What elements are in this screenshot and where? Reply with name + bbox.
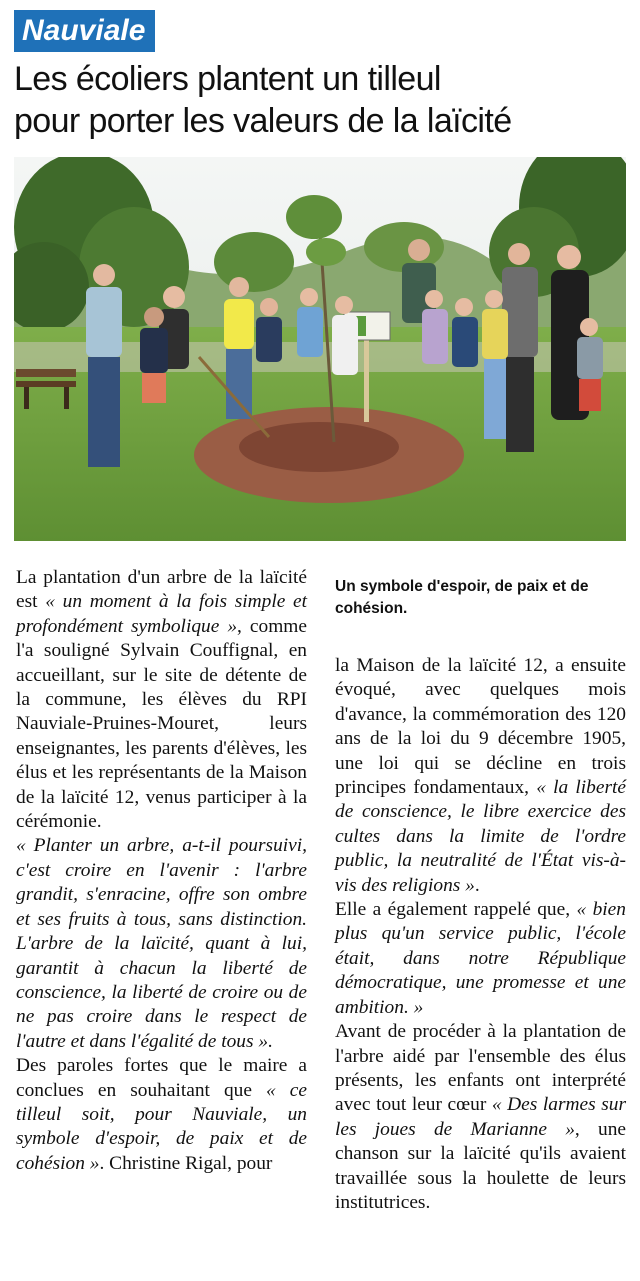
body-text: Elle a également rappelé que, bbox=[335, 899, 577, 921]
body-text: Des paroles fortes que le maire a conclues en souhaitant que bbox=[16, 1055, 307, 1101]
article-paragraph bbox=[16, 834, 307, 1054]
body-text: Avant de procéder à la plantation de l'arbre aidé par l'ensemble des élus présents, les enfants ont interprété avec tout leur cœur bbox=[335, 1021, 626, 1116]
article-column-left bbox=[16, 566, 307, 1176]
body-text: la Maison de la laïcité 12, a ensuite évoqué, avec quelques mois d'avance, la commémoration des 120 ans de la loi du 9 décembre 1905, une loi qui se décline en trois principes fondamentaux, bbox=[335, 655, 626, 799]
photo-illustration bbox=[14, 157, 626, 541]
article-column-right bbox=[335, 654, 626, 1215]
body-text: La plantation d'un arbre de la laïcité est bbox=[16, 567, 307, 613]
quote-text: « Planter un arbre, a-t-il poursuivi, c'est croire en l'avenir : l'arbre grandit, s'enracine, offre son ombre et ses fruits à tous, sans distinction. L'arbre de la laïcité, quant à lui, garantit à chacun la liberté de conscience, la liberté de croire ou de ne pas croire dans le respect de l'autre et dans l'égalité de tous ». bbox=[16, 835, 307, 1052]
article-paragraph bbox=[335, 1020, 626, 1215]
quote-text: « bien plus qu'un service public, l'école était, dans notre République démocratique, une promesse et une ambition. » bbox=[335, 899, 626, 1018]
headline-line-1: Les écoliers plantent un tilleul bbox=[14, 60, 441, 98]
article-paragraph bbox=[335, 654, 626, 898]
headline bbox=[14, 58, 634, 142]
body-text: . bbox=[474, 874, 480, 896]
body-text: . Christine Rigal, pour bbox=[99, 1152, 273, 1174]
article-photo bbox=[14, 157, 626, 541]
quote-text: « un moment à la fois simple et profondément symbolique » bbox=[16, 591, 308, 637]
headline-line-2: pour porter les valeurs de la laïcité bbox=[14, 102, 512, 140]
quote-text: « Des larmes sur les joues de Marianne » bbox=[335, 1094, 627, 1140]
quote-text: « ce tilleul soit, pour Nauviale, un symbole d'espoir, de paix et de cohésion » bbox=[16, 1079, 307, 1174]
section-tag: Nauviale bbox=[14, 10, 155, 52]
quote-text: « la liberté de conscience, le libre exercice des cultes dans la limite de l'ordre public, la neutralité de l'État vis-à-vis des religions » bbox=[335, 777, 626, 896]
body-text: , une chanson sur la laïcité qu'ils avaient travaillée sous la houlette de leurs institutrices. bbox=[335, 1118, 626, 1213]
body-text: , comme l'a souligné Sylvain Couffignal, en accueillant, sur le site de détente de la commune, les élèves du RPI Nauviale-Pruines-Mouret, leurs enseignantes, les parents d'élèves, les élus et les représentants de la Maison de la laïcité 12, venus participer à la cérémonie. bbox=[16, 615, 307, 833]
photo-caption: Un symbole d'espoir, de paix et de cohésion. bbox=[335, 578, 589, 617]
article-paragraph bbox=[16, 1054, 307, 1176]
article-paragraph bbox=[335, 898, 626, 1020]
article-paragraph bbox=[16, 566, 307, 834]
